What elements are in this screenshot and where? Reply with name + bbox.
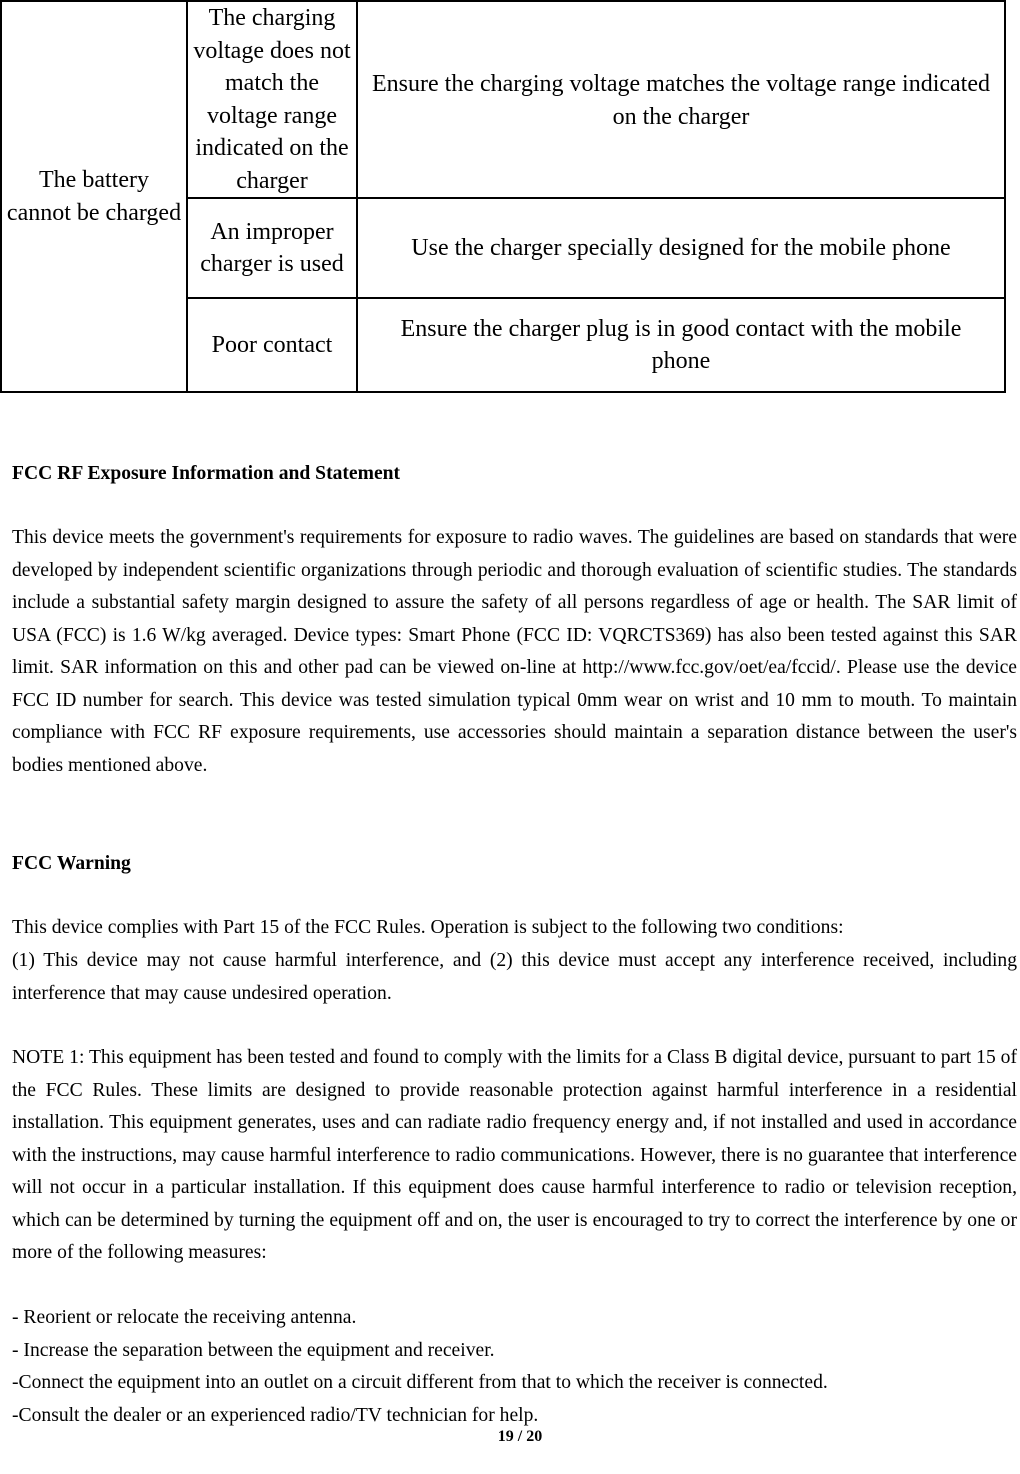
troubleshooting-table <box>0 0 1006 393</box>
warning-line1: This device complies with Part 15 of the FCC Rules. Operation is subject to the following two conditions: <box>12 917 844 938</box>
measures-list <box>12 1302 1017 1432</box>
measure-item: - Reorient or relocate the receiving antenna. <box>12 1307 357 1328</box>
cause-cell: The charging voltage does not match the voltage range indicated on the charger <box>187 1 357 198</box>
measure-item: - Increase the separation between the equipment and receiver. <box>12 1339 495 1361</box>
rf-heading: FCC RF Exposure Information and Statement <box>12 463 401 484</box>
page-number: 19 / 20 <box>497 1428 543 1445</box>
solution-cell: Ensure the charger plug is in good contact with the mobile phone <box>357 298 1005 392</box>
rf-body: This device meets the government's requirements for exposure to radio waves. The guidelines are based on standards that were developed by independent scientific organizations through periodic and thorough evaluation of scientific studies. The standards include a substantial safety margin designed to assure the safety of all persons regardless of age or health. The SAR limit of USA (FCC) is 1.6 W/kg averaged. Device types: Smart Phone (FCC ID: VQRCTS369) has also been tested against this SAR limit. SAR information on this and other pad can be viewed on‑line at http://www.fcc.gov/oet/ea/fccid/. Please use the device FCC ID number for search. This device was tested simulation typical 0mm wear on wrist and 10 mm to mouth. To maintain compliance with FCC RF exposure requirements, use accessories should maintain a separation distance between the user's bodies mentioned above. <box>12 527 1017 776</box>
measure-item: -Consult the dealer or an experienced radio/TV technician for help. <box>12 1404 539 1426</box>
cause-cell: Poor contact <box>187 298 357 392</box>
warning-heading: FCC Warning <box>12 853 131 874</box>
cause-cell: An improper charger is used <box>187 198 357 298</box>
warning-line2: (1) This device may not cause harmful interference, and (2) this device must accept any interference received, including interference that may cause undesired operation. <box>12 950 1017 1004</box>
table-row <box>1 1 1005 198</box>
note-paragraph: NOTE 1: This equipment has been tested and found to comply with the limits for a Class B digital device, pursuant to part 15 of the FCC Rules. These limits are designed to provide reasonable protection against harmful interference in a residential installation. This equipment generates, uses and can radiate radio frequency energy and, if not installed and used in accordance with the instructions, may cause harmful interference to radio communications. However, there is no guarantee that interference will not occur in a particular installation. If this equipment does cause harmful interference to radio or television reception, which can be determined by turning the equipment off and on, the user is encouraged to try to correct the interference by one or more of the following measures: <box>12 1047 1017 1263</box>
measure-item: -Connect the equipment into an outlet on a circuit different from that to which the receiver is connected. <box>12 1372 828 1393</box>
solution-cell: Ensure the charging voltage matches the voltage range indicated on the charger <box>357 1 1005 198</box>
problem-cell: The battery cannot be charged <box>1 1 187 392</box>
solution-cell: Use the charger specially designed for the mobile phone <box>357 198 1005 298</box>
